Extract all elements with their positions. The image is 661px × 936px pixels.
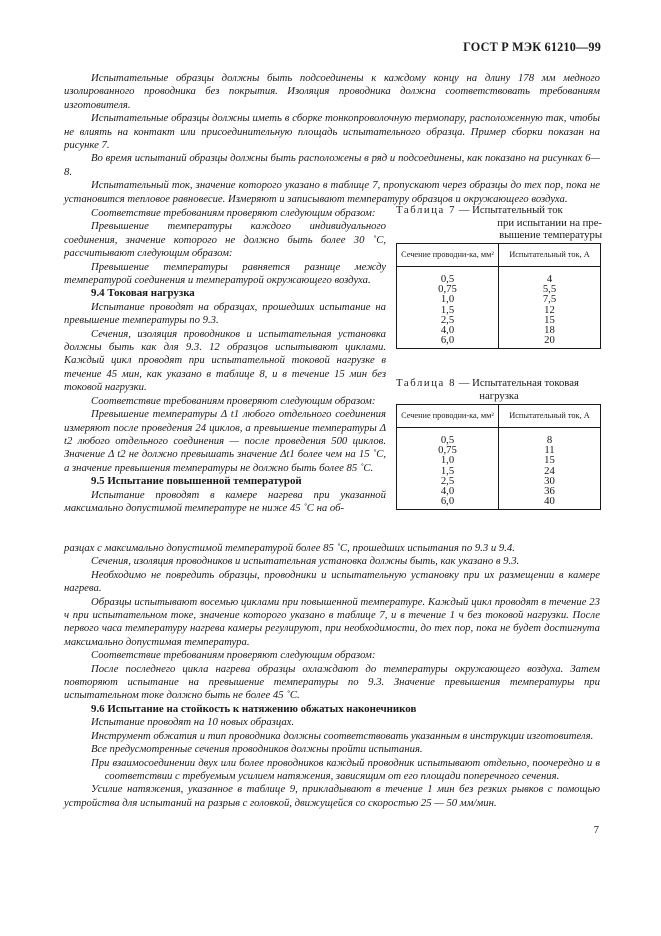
- paragraph: Все предусмотренные сечения проводников должны пройти испытания.: [91, 743, 423, 756]
- column-header: Сечение проводни-ка, мм²: [397, 244, 499, 267]
- paragraph: Образцы испытывают восемью циклами при повышенной температуре. Каждый цикл проводят в течение 23 ч при испытательном токе, значение которого указано в таблице 7, и в течение 1 ч без токовой нагрузки. После первого часа температуру нагрева камеры регулируют, при необходимости, до тех пор, пока не будет достигнута максимально допустимая температура.: [64, 595, 600, 648]
- paragraph: Сечения, изоляция проводников и испытательная установка должны быть, как указано в 9.3.: [91, 555, 520, 568]
- table-7-caption: Таблица 7 — Испытательный ток при испытании на пре- вышение температуры: [396, 204, 602, 241]
- paragraph: Испытание проводят на 10 новых образцах.: [91, 716, 295, 729]
- main-text-continued: [64, 542, 600, 810]
- table-row: 4,0 18: [397, 325, 601, 335]
- table-8-caption: Таблица 8 — Испытательная токовая нагрузка: [396, 377, 579, 402]
- paragraph: После последнего цикла нагрева образцы охлаждают до температуры окружающего воздуха. Затем повторяют испытание на превышение температуры по 9.3. Значение превышения температуры при испытательном токе должно быть не более 45 ˚С.: [64, 662, 600, 702]
- table-row: 0,5 4: [397, 267, 601, 285]
- column-header: Испытательный ток, А: [499, 405, 601, 428]
- section-heading-9-6: 9.6 Испытание на стойкость к натяжению обжатых наконечников: [91, 702, 417, 715]
- table-row: 1,5 12: [397, 305, 601, 315]
- left-column: [64, 207, 386, 515]
- table-row: 2,5 15: [397, 315, 601, 325]
- table-7: [396, 243, 601, 349]
- table-row: 1,0 15: [397, 455, 601, 465]
- column-header: Испытательный ток, А: [499, 244, 601, 267]
- paragraph: Испытательные образцы должны иметь в сборке тонкопроволочную термопару, расположенную так, чтобы не влиять на контакт или присоединительную площадь испытательного образца. Пример сборки показан на рисунке 7.: [64, 112, 600, 152]
- table-row: 6,0 40: [397, 496, 601, 510]
- paragraph: Соответствие требованиям проверяют следующим образом:: [91, 394, 376, 407]
- intro-text: [64, 72, 600, 206]
- table-row: 2,5 30: [397, 476, 601, 486]
- paragraph: Испытательные образцы должны быть подсоединены к каждому концу на длину 178 мм медного изолированного проводника без покрытия. Изоляция проводника должна соответствовать требованиям изготовителя.: [64, 72, 600, 111]
- paragraph: Необходимо не повредить образцы, проводники и испытательную установку при их размещении в камере нагрева.: [64, 568, 600, 595]
- section-heading-9-4: 9.4 Токовая нагрузка: [91, 287, 195, 300]
- paragraph: Сечения, изоляция проводников и испытательная установка должны быть как для 9.3. 12 образцов испытывают циклами. Каждый цикл проводят при испытательной токовой нагрузке в течение 45 мин, как указано в таблице 8, и в течение 15 мин без токовой нагрузки.: [64, 327, 386, 394]
- paragraph: разцах с максимально допустимой температурой более 85 ˚С, прошедших испытания по 9.3 и 9.4.: [64, 542, 515, 554]
- paragraph: Испытание проводят на образцах, прошедших испытание на превышение температуры по 9.3.: [64, 300, 386, 327]
- table-row: 0,75 5,5: [397, 284, 601, 294]
- page-number: 7: [593, 824, 599, 836]
- table-8: [396, 404, 601, 510]
- paragraph: Превышение температуры Δ t1 любого отдельного соединения измеряют после проведения 24 циклов, а превышение температуры Δ t2 любого отдельного соединения — после проведения 500 циклов. Значение Δ t2 не должно превышать значение Δt1 более чем на 15 ˚С, а значение превышения температуры не должно быть более 85 ˚С.: [64, 408, 386, 474]
- paragraph: Превышение температуры равняется разнице между температурой соединения и температурой окружающего воздуха.: [64, 260, 386, 287]
- table-7-label: Таблица 7: [396, 204, 457, 216]
- paragraph: Соответствие требованиям проверяют следующим образом:: [91, 207, 376, 219]
- paragraph: Во время испытаний образцы должны быть расположены в ряд и подсоединены, как показано на рисунках 6—8.: [64, 152, 600, 178]
- table-row: 6,0 20: [397, 335, 601, 349]
- section-heading-9-5: 9.5 Испытание повышенной температурой: [91, 475, 302, 488]
- table-row: 0,75 11: [397, 445, 601, 455]
- column-header: Сечение проводни-ка, мм²: [397, 405, 499, 428]
- table-row: 1,0 7,5: [397, 294, 601, 304]
- paragraph: Испытательный ток, значение которого указано в таблице 7, пропускают через образцы до тех пор, пока не установится тепловое равновесие. Измеряют и записывают температуру образцов и окружающего воздуха.: [64, 179, 600, 205]
- paragraph: При взаимосоединении двух или более проводников каждый проводник испытывают отдельно, поочередно и в соответствии с требуемым усилием натяжения, зависящим от его площади поперечного сечения.: [91, 756, 600, 782]
- table-row: 1,5 24: [397, 466, 601, 476]
- paragraph: Испытание проводят в камере нагрева при указанной максимально допустимой температуре не ниже 45 ˚С на об-: [64, 488, 386, 514]
- paragraph: Превышение температуры каждого индивидуального соединения, значение которого не должно быть более 30 ˚С, рассчитывают следующим образом:: [64, 220, 386, 260]
- paragraph: Соответствие требованиям проверяют следующим образом:: [91, 649, 376, 662]
- paragraph: Инструмент обжатия и тип проводника должны соответствовать указанным в инструкции изготовителя.: [91, 729, 594, 742]
- document-header: ГОСТ Р МЭК 61210—99: [463, 40, 601, 54]
- table-row: 4,0 36: [397, 486, 601, 496]
- paragraph: Усилие натяжения, указанное в таблице 9, прикладывают в течение 1 мин без резких рывков с помощью устройства для испытаний на разрыв с головкой, движущейся со скоростью 25 — 50 мм/мин.: [64, 783, 600, 809]
- table-8-label: Таблица 8: [396, 377, 457, 389]
- table-row: 0,5 8: [397, 428, 601, 446]
